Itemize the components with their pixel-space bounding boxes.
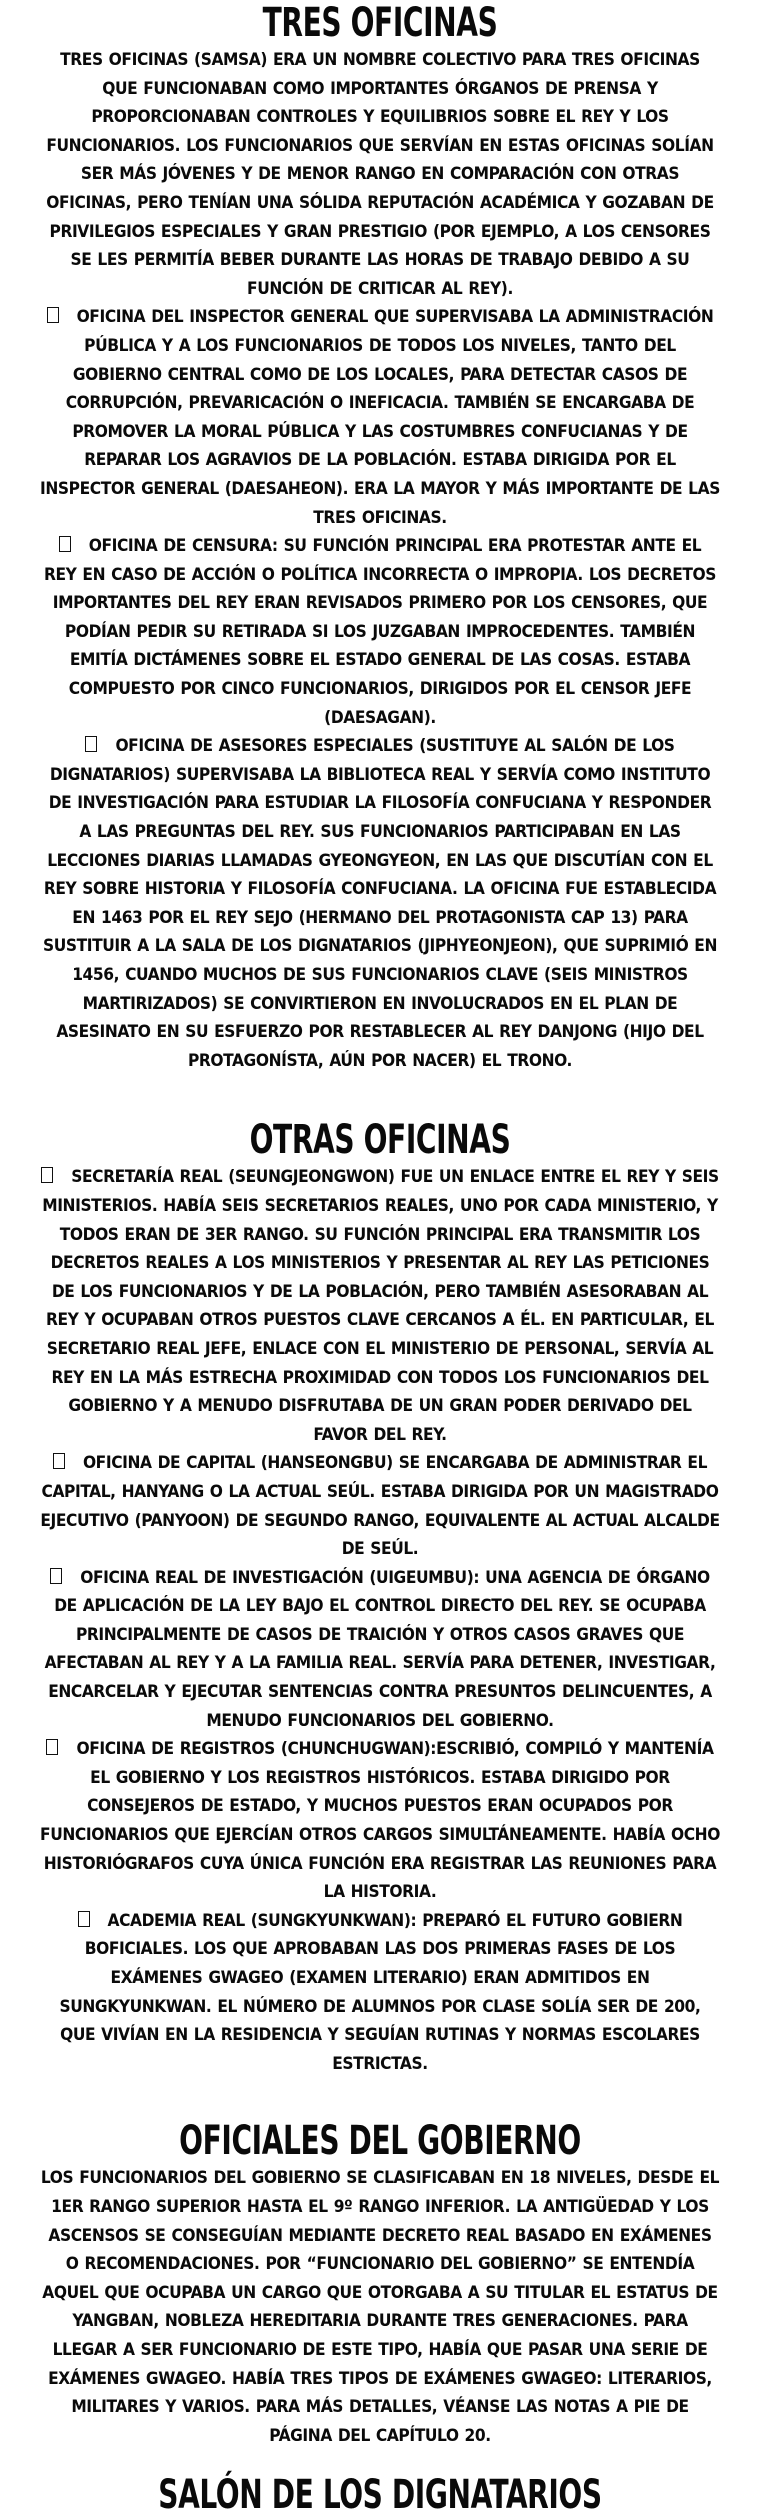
missing-glyph-icon [47, 307, 59, 323]
section-intro-oficiales-del-gobierno: LOS FUNCIONARIOS DEL GOBIERNO SE CLASIFICABAN EN 18 NIVELES, DESDE EL 1ER RANGO SUPERIOR HASTA EL 9º RANGO INFERIOR. LA ANTIGÜEDAD Y LOS ASCENSOS SE CONSEGUÍAN MEDIANTE DECRETO REAL BASADO EN EXÁMENES O RECOMENDACIONES. POR “FUNCIONARIO DEL GOBIERNO” SE ENTENDÍA AQUEL QUE OCUPABA UN CARGO QUE OTORGABA A SU TITULAR EL ESTATUS DE YANGBAN, NOBLEZA HEREDITARIA DURANTE TRES GENERACIONES. PARA LLEGAR A SER FUNCIONARIO DE ESTE TIPO, HABÍA QUE PASAR UNA SERIE DE EXÁMENES GWAGEO. HABÍA TRES TIPOS DE EXÁMENES GWAGEO: LITERARIOS, MILITARES Y VARIOS. PARA MÁS DETALLES, VÉANSE LAS NOTAS A PIE DE PÁGINA DEL CAPÍTULO 20. [40, 2168, 720, 2446]
list-item [40, 1449, 720, 1563]
section-title-otras-oficinas: OTRAS OFICINAS [249, 1117, 511, 1164]
list-item [40, 1564, 720, 1736]
missing-glyph-icon [50, 1568, 62, 1584]
missing-glyph-icon [46, 1739, 58, 1755]
list-item [40, 732, 720, 1075]
list-item-text: SECRETARÍA REAL (SEUNGJEONGWON) FUE UN ENLACE ENTRE EL REY Y SEIS MINISTERIOS. HABÍA SEIS SECRETARIOS REALES, UNO POR CADA MINISTERIO, Y TODOS ERAN DE 3ER RANGO. SU FUNCIÓN PRINCIPAL ERA TRANSMITIR LOS DECRETOS REALES A LOS MINISTERIOS Y PRESENTAR AL REY LAS PETICIONES DE LOS FUNCIONARIOS Y DE LA POBLACIÓN, PERO TAMBIÉN ASESORABAN AL REY Y OCUPABAN OTROS PUESTOS CLAVE CERCANOS A ÉL. EN PARTICULAR, EL SECRETARIO REAL JEFE, ENLACE CON EL MINISTERIO DE PERSONAL, SERVÍA AL REY EN LA MÁS ESTRECHA PROXIMIDAD CON TODOS LOS FUNCIONARIOS DEL GOBIERNO Y A MENUDO DISFRUTABA DE UN GRAN PODER DERIVADO DEL FAVOR DEL REY. [42, 1167, 719, 1445]
list-item-text: OFICINA REAL DE INVESTIGACIÓN (UIGEUMBU): UNA AGENCIA DE ÓRGANO DE APLICACIÓN DE LA LEY BAJO EL CONTROL DIRECTO DEL REY. SE OCUPABA PRINCIPALMENTE DE CASOS DE TRAICIÓN Y OTROS CASOS GRAVES QUE AFECTABAN AL REY Y A LA FAMILIA REAL. SERVÍA PARA DETENER, INVESTIGAR, ENCARCELAR Y EJECUTAR SENTENCIAS CONTRA PRESUNTOS DELINCUENTES, A MENUDO FUNCIONARIOS DEL GOBIERNO. [44, 1567, 716, 1731]
section-title-tres-oficinas: TRES OFICINAS [262, 0, 498, 46]
missing-glyph-icon [85, 736, 97, 752]
list-item-text: OFICINA DE REGISTROS (CHUNCHUGWAN):ESCRIBIÓ, COMPILÓ Y MANTENÍA EL GOBIERNO Y LOS REGISTROS HISTÓRICOS. ESTABA DIRIGIDO POR CONSEJEROS DE ESTADO, Y MUCHOS PUESTOS ERAN OCUPADOS POR FUNCIONARIOS QUE EJERCÍAN OTROS CARGOS SIMULTÁNEAMENTE. HABÍA OCHO HISTORIÓGRAFOS CUYA ÚNICA FUNCIÓN ERA REGISTRAR LAS REUNIONES PARA LA HISTORIA. [40, 1739, 720, 1903]
list-item-text: OFICINA DE ASESORES ESPECIALES (SUSTITUYE AL SALÓN DE LOS DIGNATARIOS) SUPERVISABA LA BIBLIOTECA REAL Y SERVÍA COMO INSTITUTO DE INVESTIGACIÓN PARA ESTUDIAR LA FILOSOFÍA CONFUCIANA Y RESPONDER A LAS PREGUNTAS DEL REY. SUS FUNCIONARIOS PARTICIPABAN EN LAS LECCIONES DIARIAS LLAMADAS GYEONGYEON, EN LAS QUE DISCUTÍAN CON EL REY SOBRE HISTORIA Y FILOSOFÍA CONFUCIANA. LA OFICINA FUE ESTABLECIDA EN 1463 POR EL REY SEJO (HERMANO DEL PROTAGONISTA CAP 13) PARA SUSTITUIR A LA SALA DE LOS DIGNATARIOS (JIPHYEONJEON), QUE SUPRIMIÓ EN 1456, CUANDO MUCHOS DE SUS FUNCIONARIOS CLAVE (SEIS MINISTROS MARTIRIZADOS) SE CONVIRTIERON EN INVOLUCRADOS EN EL PLAN DE ASESINATO EN SU ESFUERZO POR RESTABLECER AL REY DANJONG (HIJO DEL PROTAGONÍSTA, AÚN POR NACER) EL TRONO. [42, 736, 718, 1071]
missing-glyph-icon [78, 1911, 90, 1927]
list-item [40, 1163, 720, 1449]
list-item-text: OFICINA DEL INSPECTOR GENERAL QUE SUPERVISABA LA ADMINISTRACIÓN PÚBLICA Y A LOS FUNCIONARIOS DE TODOS LOS NIVELES, TANTO DEL GOBIERNO CENTRAL COMO DE LOS LOCALES, PARA DETECTAR CASOS DE CORRUPCIÓN, PREVARICACIÓN O INEFICACIA. TAMBIÉN SE ENCARGABA DE PROMOVER LA MORAL PÚBLICA Y LAS COSTUMBRES CONFUCIANAS Y DE REPARAR LOS AGRAVIOS DE LA POBLACIÓN. ESTABA DIRIGIDA POR EL INSPECTOR GENERAL (DAESAHEON). ERA LA MAYOR Y MÁS IMPORTANTE DE LAS TRES OFICINAS. [40, 307, 720, 528]
list-item [40, 1735, 720, 1907]
missing-glyph-icon [53, 1453, 65, 1469]
section-intro-tres-oficinas: TRES OFICINAS (SAMSA) ERA UN NOMBRE COLECTIVO PARA TRES OFICINAS QUE FUNCIONABAN COMO IMPORTANTES ÓRGANOS DE PRENSA Y PROPORCIONABAN CONTROLES Y EQUILIBRIOS SOBRE EL REY Y LOS FUNCIONARIOS. LOS FUNCIONARIOS QUE SERVÍAN EN ESTAS OFICINAS SOLÍAN SER MÁS JÓVENES Y DE MENOR RANGO EN COMPARACIÓN CON OTRAS OFICINAS, PERO TENÍAN UNA SÓLIDA REPUTACIÓN ACADÉMICA Y GOZABAN DE PRIVILEGIOS ESPECIALES Y GRAN PRESTIGIO (POR EJEMPLO, A LOS CENSORES SE LES PERMITÍA BEBER DURANTE LAS HORAS DE TRABAJO DEBIDO A SU FUNCIÓN DE CRITICAR AL REY). [46, 50, 714, 299]
section-title-salon-de-los-dignatarios: SALÓN DE LOS DIGNATARIOS [158, 2472, 602, 2518]
list-item-text: OFICINA DE CAPITAL (HANSEONGBU) SE ENCARGABA DE ADMINISTRAR EL CAPITAL, HANYANG O LA ACTUAL SEÚL. ESTABA DIRIGIDA POR UN MAGISTRADO EJECUTIVO (PANYOON) DE SEGUNDO RANGO, EQUIVALENTE AL ACTUAL ALCALDE DE SEÚL. [40, 1453, 720, 1560]
list-item-text: OFICINA DE CENSURA: SU FUNCIÓN PRINCIPAL ERA PROTESTAR ANTE EL REY EN CASO DE ACCIÓN O POLÍTICA INCORRECTA O IMPROPIA. LOS DECRETOS IMPORTANTES DEL REY ERAN REVISADOS PRIMERO POR LOS CENSORES, QUE PODÍAN PEDIR SU RETIRADA SI LOS JUZGABAN IMPROCEDENTES. TAMBIÉN EMITÍA DICTÁMENES SOBRE EL ESTADO GENERAL DE LAS COSAS. ESTABA COMPUESTO POR CINCO FUNCIONARIOS, DIRIGIDOS POR EL CENSOR JEFE (DAESAGAN). [43, 536, 717, 728]
missing-glyph-icon [41, 1167, 53, 1183]
list-item [40, 303, 720, 532]
missing-glyph-icon [59, 536, 71, 552]
list-item [40, 1907, 720, 2079]
list-item-text: ACADEMIA REAL (SUNGKYUNKWAN): PREPARÓ EL FUTURO GOBIERN BOFICIALES. LOS QUE APROBABAN LAS DOS PRIMERAS FASES DE LOS EXÁMENES GWAGEO (EXAMEN LITERARIO) ERAN ADMITIDOS EN SUNGKYUNKWAN. EL NÚMERO DE ALUMNOS POR CLASE SOLÍA SER DE 200, QUE VIVÍAN EN LA RESIDENCIA Y SEGUÍAN RUTINAS Y NORMAS ESCOLARES ESTRICTAS. [59, 1910, 701, 2074]
list-item [40, 532, 720, 732]
section-title-oficiales-del-gobierno: OFICIALES DEL GOBIERNO [179, 2118, 581, 2165]
